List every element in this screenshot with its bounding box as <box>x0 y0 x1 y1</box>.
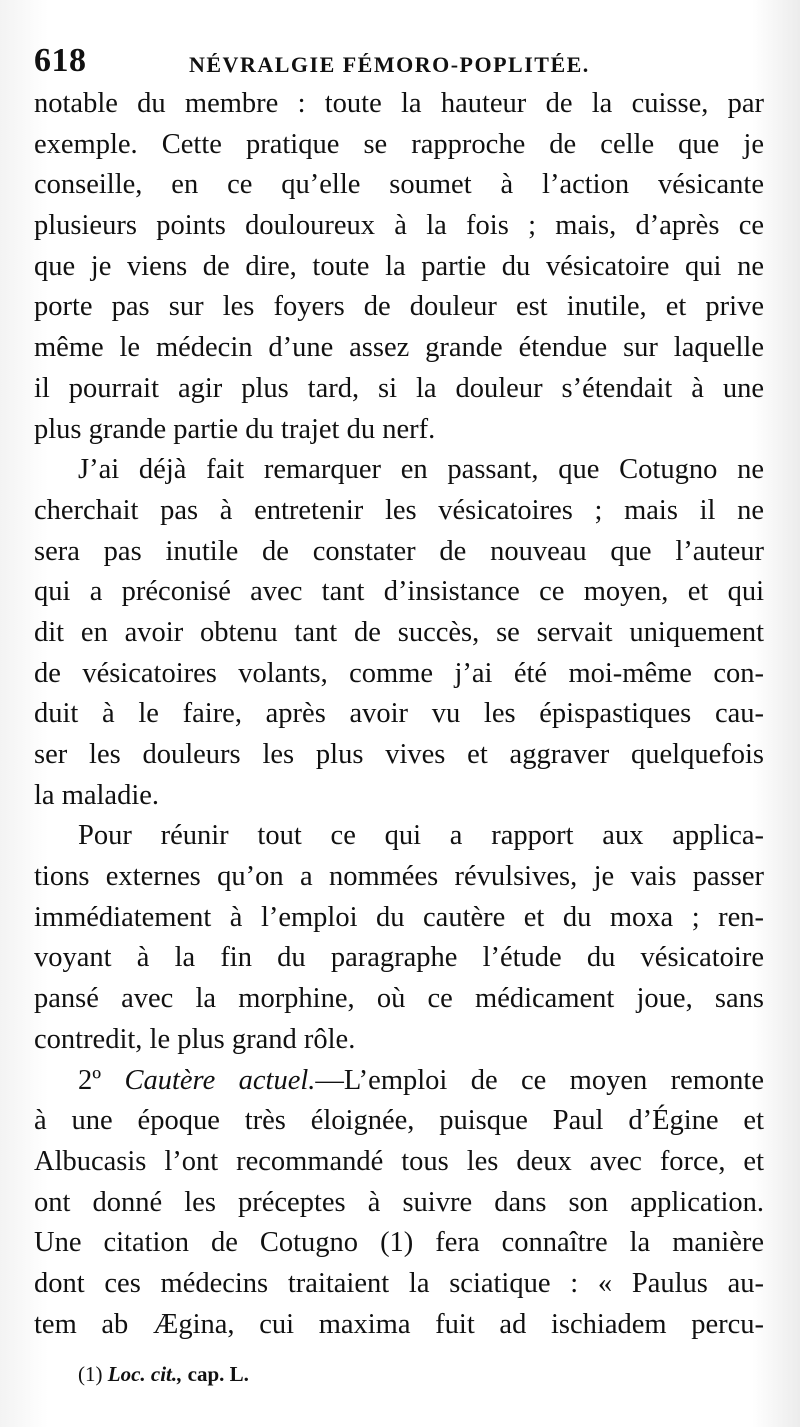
running-title: NÉVRALGIE FÉMORO-POPLITÉE. <box>189 52 590 77</box>
footnote-loc: Loc. cit., <box>107 1362 183 1386</box>
text-line: tem ab Ægina, cui maxima fuit ad ischiadem percu- <box>34 1308 764 1340</box>
page-number: 618 <box>34 42 87 79</box>
text-line: contredit, le plus grand rôle. <box>34 1023 356 1055</box>
text-line: J’ai déjà fait remarquer en passant, que Cotugno ne <box>78 454 764 486</box>
text-line: dit en avoir obtenu tant de succès, se servait uniquement <box>34 616 764 648</box>
text-line: conseille, en ce qu’elle soumet à l’action vésicante <box>34 169 764 201</box>
text-line: tions externes qu’on a nommées révulsives, je vais passer <box>34 861 764 893</box>
footnote <box>78 1362 249 1387</box>
text-line: Une citation de Cotugno (1) fera connaître la manière <box>34 1227 764 1259</box>
text-line: plus grande partie du trajet du nerf. <box>34 413 436 445</box>
text-line: Pour réunir tout ce qui a rapport aux applica- <box>78 820 764 852</box>
section-text: —L’emploi de ce moyen remonte <box>315 1064 764 1096</box>
text-line: plusieurs points douloureux à la fois ; mais, d’après ce <box>34 210 764 242</box>
text-line: il pourrait agir plus tard, si la douleur s’étendait à une <box>34 372 764 404</box>
text-line: immédiatement à l’emploi du cautère et du moxa ; ren- <box>34 901 764 933</box>
text-line: même le médecin d’une assez grande étendue sur laquelle <box>34 332 764 364</box>
text-line: ont donné les préceptes à suivre dans son application. <box>34 1186 764 1218</box>
text-line: la maladie. <box>34 779 160 811</box>
text-line: porte pas sur les foyers de douleur est inutile, et prive <box>34 291 764 323</box>
text-line: à une époque très éloignée, puisque Paul d’Égine et <box>34 1105 764 1137</box>
text-line: sera pas inutile de constater de nouveau que l’auteur <box>34 535 764 567</box>
text-line: que je viens de dire, toute la partie du vésicatoire qui ne <box>34 250 764 282</box>
text-line: pansé avec la morphine, où ce médicament joue, sans <box>34 983 764 1015</box>
footnote-cap: cap. L. <box>187 1362 249 1386</box>
text-line: ser les douleurs les plus vives et aggraver quelquefois <box>34 739 764 770</box>
body-text <box>34 84 764 1345</box>
text-line: Albucasis l’ont recommandé tous les deux avec force, et <box>34 1145 764 1177</box>
text-line: dont ces médecins traitaient la sciatique : « Paulus au- <box>34 1267 764 1299</box>
section-number: 2º <box>78 1064 102 1096</box>
text-line: exemple. Cette pratique se rapproche de celle que je <box>34 128 764 160</box>
text-line: notable du membre : toute la hauteur de la cuisse, par <box>34 88 764 119</box>
text-line: qui a préconisé avec tant d’insistance ce moyen, et qui <box>34 576 764 608</box>
footnote-marker: (1) <box>78 1362 103 1386</box>
text-line: cherchait pas à entretenir les vésicatoires ; mais il ne <box>34 494 764 526</box>
text-line: voyant à la fin du paragraphe l’étude du vésicatoire <box>34 942 764 974</box>
section-heading: Cautère actuel. <box>124 1064 316 1096</box>
section-line <box>34 1061 764 1102</box>
text-line: de vésicatoires volants, comme j’ai été moi-même con- <box>34 657 764 689</box>
running-head <box>34 42 760 86</box>
text-line: duit à le faire, après avoir vu les épispastiques cau- <box>34 698 764 730</box>
